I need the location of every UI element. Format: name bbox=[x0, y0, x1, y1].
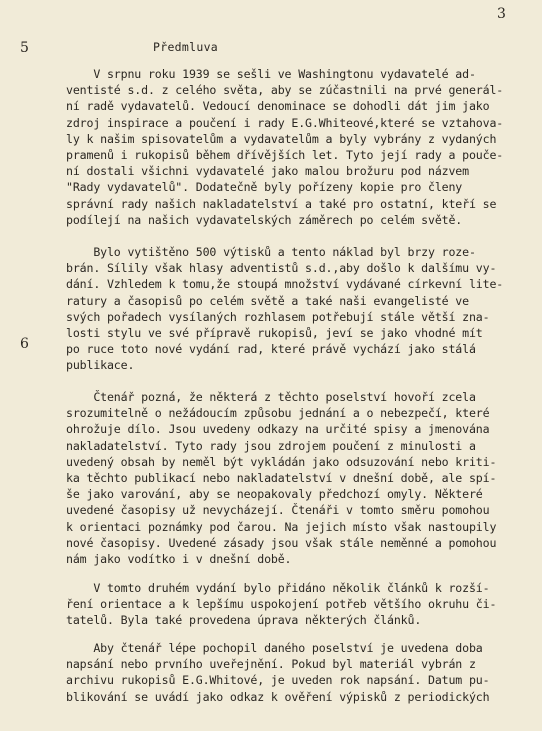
text-line: uvedené časopisy už nevycházejí. Čtenáři v tomto směru pomohou bbox=[66, 503, 490, 518]
text-line: tatelů. Byla také provedena úprava některých článků. bbox=[66, 613, 422, 628]
text-line: nové časopisy. Uvedené zásady jsou však stále neměnné a pomohou bbox=[66, 535, 497, 550]
text-line: ní radě vydavatelů. Vedoucí denominace se dohodli dát jim jako bbox=[66, 99, 490, 114]
text-line: ka těchto publikací nebo nakladatelství v dnešní době, ale spí- bbox=[66, 471, 497, 486]
text-line: pramenů i rukopisů během dřívějších let. Tyto její rady a pouče- bbox=[66, 148, 504, 163]
text-line: "Rady vydavatelů". Dodatečně byly pořízeny kopie pro členy bbox=[66, 180, 463, 195]
text-line: nakladatelství. Tyto rady jsou zdrojem poučení z minulosti a bbox=[66, 438, 476, 453]
paragraph bbox=[66, 580, 526, 629]
text-line: brán. Sílily však hlasy adventistů s.d.,aby došlo k dalšímu vy- bbox=[66, 261, 497, 276]
margin-number: 5 bbox=[20, 40, 29, 56]
paragraph bbox=[66, 66, 526, 228]
text-line: ření orientace a k lepšímu uspokojení potřeb většího okruhu či- bbox=[66, 597, 497, 612]
text-line: svých pořadech vysílaných rozhlasem potřebují stále větší zna- bbox=[66, 309, 490, 324]
text-line: ly k našim spisovatelům a vydavatelům a byly vybrány z vydaných bbox=[66, 131, 497, 146]
text-line: po ruce toto nové vydání rad, které právě vychází jako stálá bbox=[66, 342, 476, 357]
text-line: k orientaci poznámky pod čarou. Na jejich místo však nastoupily bbox=[66, 519, 497, 534]
text-line: publikace. bbox=[66, 358, 135, 373]
text-line: blikování se uvádí jako odkaz k ověření výpisků z periodických bbox=[66, 689, 490, 704]
text-line: Bylo vytištěno 500 výtisků a tento náklad byl brzy roze- bbox=[66, 245, 476, 259]
text-line: ratury a časopisů po celém světě a také naši evangelisté ve bbox=[66, 293, 469, 308]
paragraph bbox=[66, 244, 526, 374]
text-line: še jako varování, aby se neopakovaly předchozí omyly. Některé bbox=[66, 487, 483, 502]
text-line: archivu rukopisů E.G.Whitové, je uveden rok napsání. Datum pu- bbox=[66, 673, 490, 688]
text-line: správní rady našich nakladatelství a také pro ostatní, kteří se bbox=[66, 196, 497, 211]
text-line: uvedený obsah by neměl být vykládán jako odsuzování nebo kriti- bbox=[66, 454, 497, 469]
page-title: Předmluva bbox=[153, 40, 219, 54]
text-line: dání. Vzhledem k tomu,že stoupá množství vydávané církevní lite- bbox=[66, 277, 504, 292]
text-line: srozumitelně o nežádoucím způsobu jednání a o nebezpečí, které bbox=[66, 406, 490, 421]
text-line: nám jako vodítko i v dnešní době. bbox=[66, 552, 292, 567]
text-line: Čtenář pozná, že některá z těchto poselství hovoří zcela bbox=[66, 390, 476, 404]
text-line: napsání nebo prvního uveřejnění. Pokud byl materiál vybrán z bbox=[66, 657, 476, 672]
text-line: V srpnu roku 1939 se sešli ve Washingtonu vydavatelé ad- bbox=[66, 67, 476, 81]
paragraph bbox=[66, 389, 526, 567]
text-line: ventisté s.d. z celého světa, aby se zúčastnili na prvé generál- bbox=[66, 83, 504, 98]
text-line: losti stylu ve své přípravě rukopisů, jeví se jako vhodné mít bbox=[66, 326, 483, 341]
paragraph bbox=[66, 640, 526, 705]
page-number: 3 bbox=[497, 6, 506, 22]
text-line: podílejí na našich vydavatelských záměrech po celém světě. bbox=[66, 212, 463, 227]
text-line: ní dostali všichni vydavatelé jako malou brožuru pod názvem bbox=[66, 164, 469, 179]
margin-number: 6 bbox=[20, 336, 29, 352]
text-line: Aby čtenář lépe pochopil daného poselství je uvedena doba bbox=[66, 641, 483, 655]
text-line: ohrožuje dílo. Jsou uvedeny odkazy na určité spisy a jmenována bbox=[66, 422, 490, 437]
text-line: V tomto druhém vydání bylo přidáno několik článků k rozší- bbox=[66, 581, 490, 595]
text-line: zdroj inspirace a poučení i rady E.G.Whiteové,které se vztahova- bbox=[66, 115, 504, 130]
